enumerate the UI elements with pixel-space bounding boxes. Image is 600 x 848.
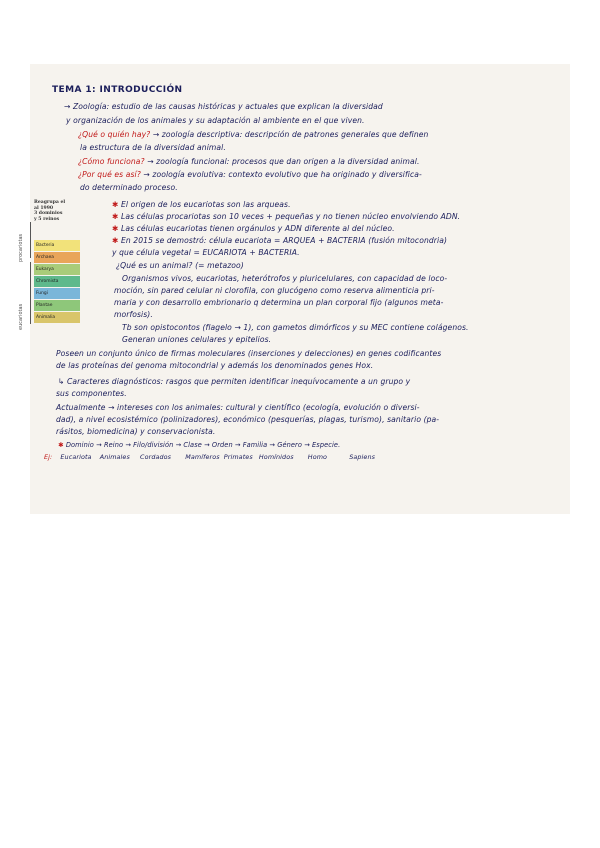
bullet-icon: ✱: [112, 212, 119, 221]
page-title: TEMA 1: INTRODUCCIÓN: [52, 85, 183, 95]
band-label: Eukarya: [36, 267, 54, 272]
side-label-prokaryotes: procariotas: [18, 233, 24, 262]
band-label: Fungi: [36, 291, 48, 296]
text-line: Poseen un conjunto único de firmas moleculares (inserciones y delecciones) en genes codificantes: [56, 349, 442, 358]
text-line: → Zoología: estudio de las causas históricas y actuales que explican la diversidad: [64, 102, 383, 111]
rank-example: Sapiens: [349, 453, 376, 461]
band-label: Archaea: [36, 255, 54, 260]
example-line: [44, 453, 375, 461]
text-span: → zoología funcional: procesos que dan origen a la diversidad animal.: [147, 157, 420, 166]
text-line: moción, sin pared celular ni clorofila, con glucógeno como reserva alimenticia pri-: [114, 286, 435, 295]
bullet-icon: ✱: [112, 224, 119, 233]
text-span: → zoología evolutiva: contexto evolutivo que ha originado y diversifica-: [143, 170, 422, 179]
text-line: dad), a nivel ecosistémico (polinizadores), económico (pesquerías, plagas, turismo), sanitario (pa-: [56, 415, 440, 424]
hierarchy-line: [58, 441, 340, 449]
text-line: ↳ Caracteres diagnósticos: rasgos que permiten identificar inequívocamente a un grupo y: [58, 377, 411, 386]
text-line: de las proteínas del genoma mitocondrial y además los denominados genes Hox.: [56, 361, 374, 370]
rank-example: Cordados: [140, 453, 172, 461]
text-span: Dominio → Reino → Filo/división → Clase → Orden → Familia → Género → Especie.: [65, 441, 341, 449]
bullet-line: [112, 224, 395, 233]
bullet-line: [112, 200, 291, 209]
text-line: [78, 130, 428, 139]
bracket-line: [30, 222, 31, 258]
chart-heading-line: y 5 reinos: [34, 216, 60, 222]
text-line: Tb son opistocontos (flagelo → 1), con gametos dimórficos y su MEC contiene colágenos.: [122, 323, 469, 332]
question-line: ¿Qué es un animal? (= metazoo): [116, 261, 244, 270]
text-span: → zoología descriptiva: descripción de patrones generales que definen: [152, 130, 429, 139]
chart-heading-line: al 1990: [34, 205, 54, 211]
text-line: Organismos vivos, eucariotas, heterótrofos y pluricelulares, con capacidad de loco-: [122, 274, 448, 283]
text-line: Actualmente → intereses con los animales: cultural y científico (ecología, evolución o diversi-: [56, 403, 420, 412]
question-label: ¿Qué o quién hay?: [78, 130, 151, 139]
chart-band: [34, 312, 80, 323]
text-line: la estructura de la diversidad animal.: [80, 143, 226, 152]
text-span: Las células procariotas son 10 veces + pequeñas y no tienen núcleo envolviendo ADN.: [120, 212, 461, 221]
band-label: Animalia: [36, 315, 56, 320]
text-span: En 2015 se demostró: célula eucariota = ARQUEA + BACTERIA (fusión mitocondria): [120, 236, 448, 245]
band-label: Chromista: [36, 279, 59, 284]
text-line: sus componentes.: [56, 389, 127, 398]
text-line: [78, 170, 422, 179]
bracket-line: [30, 262, 31, 324]
question-label: ¿Por qué es así?: [78, 170, 141, 179]
text-line: y organización de los animales y su adaptación al ambiente en el que viven.: [66, 116, 365, 125]
chart-band: [34, 300, 80, 311]
chart-heading-line: Reagrupa el: [34, 200, 66, 205]
example-label: Ej:: [44, 453, 53, 461]
text-line: [78, 157, 419, 166]
rank-example: Eucariota: [60, 453, 92, 461]
text-line: maria y con desarrollo embrionario q determina un plan corporal fijo (algunos meta-: [114, 298, 444, 307]
chart-band: [34, 276, 80, 287]
chart-heading: [34, 200, 84, 222]
text-line: do determinado proceso.: [80, 183, 178, 192]
text-span: Las células eucariotas tienen orgánulos y ADN diferente al del núcleo.: [120, 224, 395, 233]
chart-heading-line: 3 dominios: [34, 211, 63, 217]
question-label: ¿Cómo funciona?: [78, 157, 145, 166]
bullet-icon: ✱: [112, 236, 119, 245]
chart-band: [34, 240, 80, 251]
side-label-eukaryotes: eucariotas: [18, 303, 24, 330]
rank-example: Homo: [307, 453, 328, 461]
rank-example: Primates: [223, 453, 253, 461]
band-label: Bacteria: [36, 243, 55, 248]
text-line: morfosis).: [114, 310, 153, 319]
chart-band: [34, 288, 80, 299]
bullet-icon: ✱: [58, 441, 64, 449]
text-line: Generan uniones celulares y epitelios.: [122, 335, 272, 344]
band-label: Plantae: [36, 303, 53, 308]
rank-example: Homínidos: [258, 453, 294, 461]
bullet-line: [112, 212, 460, 221]
bullet-line: [112, 236, 447, 245]
rank-example: Animales: [99, 453, 130, 461]
rank-example: Mamíferos: [185, 453, 220, 461]
text-span: El origen de los eucariotas son las arqueas.: [120, 200, 291, 209]
chart-band: [34, 264, 80, 275]
text-line: rásitos, biomedicina) y conservacionista.: [56, 427, 216, 436]
bullet-icon: ✱: [112, 200, 119, 209]
text-line: y que célula vegetal = EUCARIOTA + BACTERIA.: [112, 248, 300, 257]
chart-band: [34, 252, 80, 263]
